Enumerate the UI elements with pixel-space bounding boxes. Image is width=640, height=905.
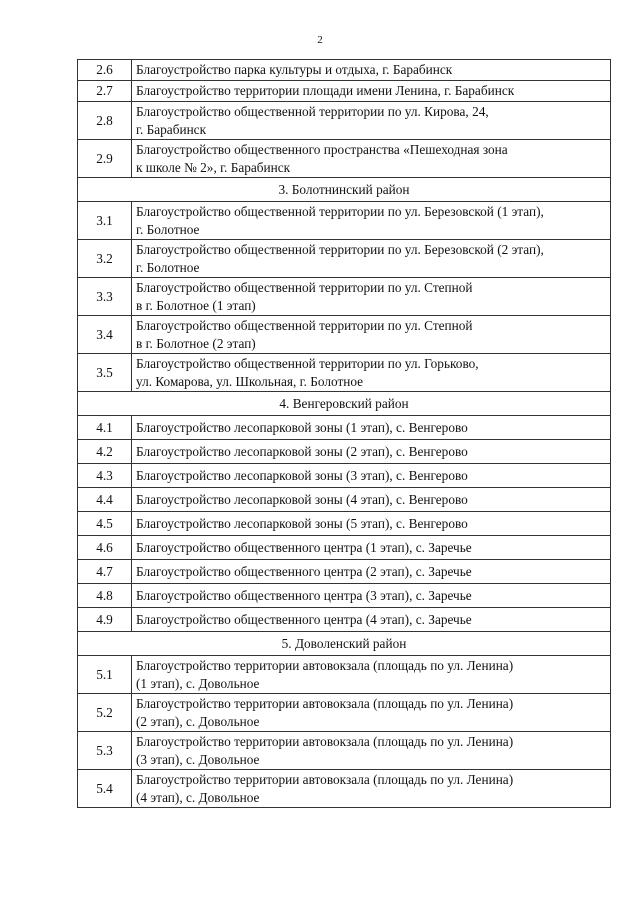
table-row	[78, 656, 611, 694]
row-number: 4.7	[78, 560, 132, 584]
row-number: 2.6	[78, 60, 132, 81]
row-description: Благоустройство территории автовокзала (площадь по ул. Ленина) (3 этап), с. Довольное	[132, 732, 611, 770]
row-description: Благоустройство общественного центра (1 этап), с. Заречье	[132, 536, 611, 560]
table-row	[78, 464, 611, 488]
row-number: 4.3	[78, 464, 132, 488]
table-row	[78, 202, 611, 240]
row-number: 3.4	[78, 316, 132, 354]
row-number: 3.1	[78, 202, 132, 240]
table-row	[78, 240, 611, 278]
row-number: 4.1	[78, 416, 132, 440]
table-row	[78, 536, 611, 560]
row-number: 4.8	[78, 584, 132, 608]
row-description: Благоустройство лесопарковой зоны (4 этап), с. Венгерово	[132, 488, 611, 512]
table-row	[78, 512, 611, 536]
row-number: 3.5	[78, 354, 132, 392]
row-number: 3.3	[78, 278, 132, 316]
row-number: 3.2	[78, 240, 132, 278]
objects-table	[77, 59, 611, 808]
table-row	[78, 770, 611, 808]
table-row	[78, 440, 611, 464]
table-row	[78, 488, 611, 512]
row-description: Благоустройство общественной территории по ул. Березовской (1 этап), г. Болотное	[132, 202, 611, 240]
row-number: 2.9	[78, 140, 132, 178]
row-description: Благоустройство общественного центра (4 этап), с. Заречье	[132, 608, 611, 632]
row-number: 4.2	[78, 440, 132, 464]
table-row	[78, 278, 611, 316]
section-header-row	[78, 178, 611, 202]
section-title: 5. Доволенский район	[78, 632, 611, 656]
row-number: 5.1	[78, 656, 132, 694]
table-row	[78, 416, 611, 440]
table-row	[78, 60, 611, 81]
row-number: 5.2	[78, 694, 132, 732]
row-number: 4.5	[78, 512, 132, 536]
row-description: Благоустройство общественной территории по ул. Степной в г. Болотное (2 этап)	[132, 316, 611, 354]
row-description: Благоустройство общественной территории по ул. Степной в г. Болотное (1 этап)	[132, 278, 611, 316]
row-description: Благоустройство лесопарковой зоны (1 этап), с. Венгерово	[132, 416, 611, 440]
page-number: 2	[317, 34, 323, 46]
table-row	[78, 732, 611, 770]
row-number: 5.3	[78, 732, 132, 770]
table-row	[78, 102, 611, 140]
row-description: Благоустройство лесопарковой зоны (5 этап), с. Венгерово	[132, 512, 611, 536]
row-description: Благоустройство территории автовокзала (площадь по ул. Ленина) (2 этап), с. Довольное	[132, 694, 611, 732]
row-description: Благоустройство парка культуры и отдыха, г. Барабинск	[132, 60, 611, 81]
row-description: Благоустройство общественного центра (2 этап), с. Заречье	[132, 560, 611, 584]
row-number: 2.8	[78, 102, 132, 140]
row-description: Благоустройство общественного пространства «Пешеходная зона к школе № 2», г. Барабинск	[132, 140, 611, 178]
row-number: 4.4	[78, 488, 132, 512]
table-row	[78, 354, 611, 392]
table-row	[78, 140, 611, 178]
row-description: Благоустройство общественного центра (3 этап), с. Заречье	[132, 584, 611, 608]
table-row	[78, 560, 611, 584]
section-title: 4. Венгеровский район	[78, 392, 611, 416]
row-number: 4.9	[78, 608, 132, 632]
row-description: Благоустройство общественной территории по ул. Кирова, 24, г. Барабинск	[132, 102, 611, 140]
table-row	[78, 694, 611, 732]
row-number: 4.6	[78, 536, 132, 560]
row-number: 5.4	[78, 770, 132, 808]
table-row	[78, 316, 611, 354]
section-header-row	[78, 632, 611, 656]
section-header-row	[78, 392, 611, 416]
row-description: Благоустройство территории площади имени Ленина, г. Барабинск	[132, 81, 611, 102]
row-description: Благоустройство территории автовокзала (площадь по ул. Ленина) (4 этап), с. Довольное	[132, 770, 611, 808]
table-row	[78, 608, 611, 632]
row-description: Благоустройство территории автовокзала (площадь по ул. Ленина) (1 этап), с. Довольное	[132, 656, 611, 694]
row-description: Благоустройство лесопарковой зоны (2 этап), с. Венгерово	[132, 440, 611, 464]
section-title: 3. Болотнинский район	[78, 178, 611, 202]
row-number: 2.7	[78, 81, 132, 102]
row-description: Благоустройство лесопарковой зоны (3 этап), с. Венгерово	[132, 464, 611, 488]
row-description: Благоустройство общественной территории по ул. Горьково, ул. Комарова, ул. Школьная, г. Болотное	[132, 354, 611, 392]
table-row	[78, 81, 611, 102]
table-row	[78, 584, 611, 608]
row-description: Благоустройство общественной территории по ул. Березовской (2 этап), г. Болотное	[132, 240, 611, 278]
